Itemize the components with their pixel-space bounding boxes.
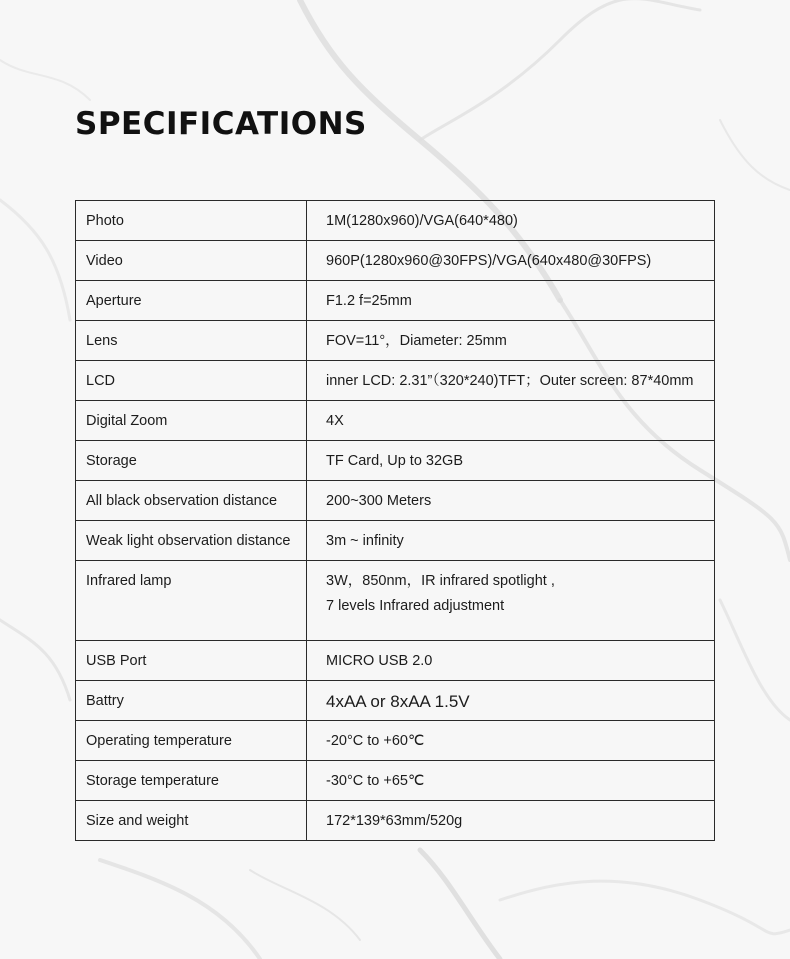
spec-label: Aperture [76,281,307,321]
spec-value [307,721,715,761]
table-row [76,281,715,321]
specifications-table [75,200,715,841]
spec-value [307,361,715,401]
spec-value-line: 3m ~ infinity [326,533,404,549]
spec-value-line: 4xAA or 8xAA 1.5V [326,692,470,711]
spec-label: Lens [76,321,307,361]
spec-label: Video [76,241,307,281]
spec-label: Weak light observation distance [76,521,307,561]
table-row [76,201,715,241]
spec-label: Infrared lamp [76,561,307,641]
spec-value [307,641,715,681]
spec-value-line: 7 levels Infrared adjustment [326,598,505,614]
spec-label: LCD [76,361,307,401]
table-row [76,561,715,641]
table-row [76,521,715,561]
spec-value [307,681,715,721]
spec-value [307,561,715,641]
spec-value [307,481,715,521]
spec-value-line: 4X [326,413,344,429]
spec-label: Operating temperature [76,721,307,761]
spec-label: Storage [76,441,307,481]
table-row [76,721,715,761]
spec-value [307,201,715,241]
spec-label: Size and weight [76,801,307,841]
spec-value-line: -30°C to +65℃ [326,773,425,789]
spec-value [307,321,715,361]
spec-value-line: 200~300 Meters [326,493,432,509]
spec-label: Storage temperature [76,761,307,801]
table-row [76,441,715,481]
spec-label: Digital Zoom [76,401,307,441]
table-row [76,401,715,441]
table-row [76,481,715,521]
spec-label: Photo [76,201,307,241]
spec-value-line: 960P(1280x960@30FPS)/VGA(640x480@30FPS) [326,253,652,269]
table-row [76,361,715,401]
spec-value [307,521,715,561]
table-row [76,241,715,281]
table-row [76,761,715,801]
spec-value-line: TF Card, Up to 32GB [326,453,463,469]
spec-value [307,441,715,481]
spec-value [307,401,715,441]
spec-label: All black observation distance [76,481,307,521]
spec-value [307,241,715,281]
spec-value [307,801,715,841]
spec-value-line: F1.2 f=25mm [326,293,412,309]
table-row [76,641,715,681]
table-row [76,801,715,841]
spec-value-line: 172*139*63mm/520g [326,813,463,829]
spec-value-line: inner LCD: 2.31”（320*240)TFT；Outer screen: 87*40mm [326,373,694,389]
spec-value-line: MICRO USB 2.0 [326,653,433,669]
spec-label: Battry [76,681,307,721]
page-title: SPECIFICATIONS [75,106,367,142]
spec-value [307,761,715,801]
spec-value [307,281,715,321]
table-row [76,681,715,721]
table-row [76,321,715,361]
spec-value-line: 1M(1280x960)/VGA(640*480) [326,213,518,229]
spec-value-line: FOV=11°，Diameter: 25mm [326,333,507,349]
spec-value-line: 3W，850nm，IR infrared spotlight , [326,573,555,589]
spec-label: USB Port [76,641,307,681]
spec-value-line: -20°C to +60℃ [326,733,425,749]
